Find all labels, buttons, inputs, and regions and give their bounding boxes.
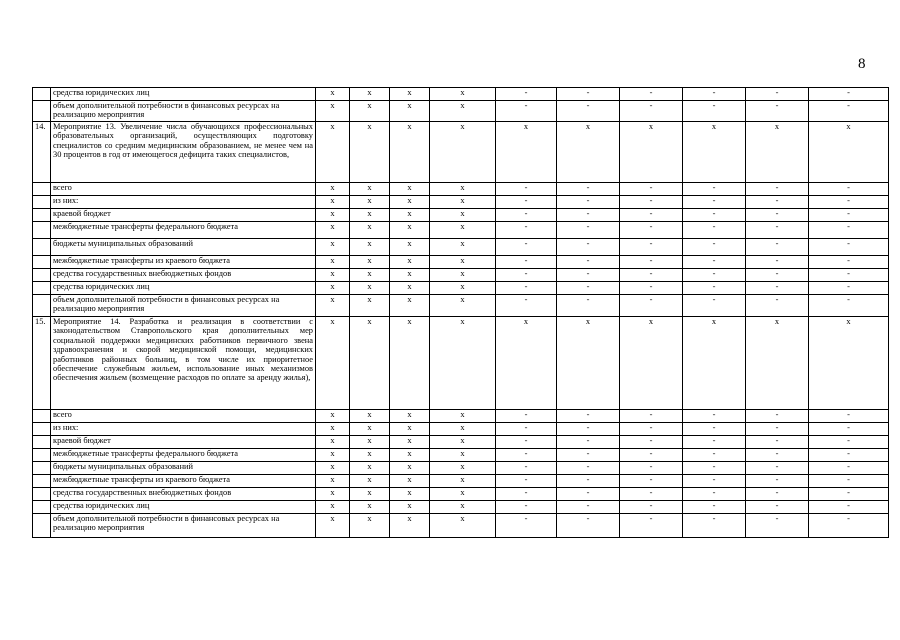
value-cell: х — [430, 449, 496, 462]
value-cell: х — [390, 295, 430, 317]
row-label: объем дополнительной потребности в финансовых ресурсах на реализацию мероприятия — [51, 101, 316, 122]
value-cell: х — [350, 88, 390, 101]
value-cell: - — [809, 436, 889, 449]
value-cell: х — [316, 222, 350, 239]
value-cell: - — [496, 101, 557, 122]
value-cell: - — [557, 183, 620, 196]
value-cell: х — [390, 488, 430, 501]
value-cell: х — [316, 239, 350, 256]
value-cell: - — [620, 256, 683, 269]
value-cell: - — [557, 239, 620, 256]
value-cell: х — [496, 317, 557, 410]
value-cell: х — [390, 239, 430, 256]
row-label: Мероприятие 14. Разработка и реализация в соответствии с законодательством Ставропольского края дополнительных мер социальной поддержки медицинских работников первичного звена здравоохранения и скорой медицинской помощи, медицинских работников районных больниц, в том числе их приоритетное обеспечение служебным жильем, использование иных механизмов обеспечения жильем (возмещение расходов по оплате за аренду жилья), — [51, 317, 316, 410]
value-cell: - — [620, 222, 683, 239]
value-cell: - — [557, 88, 620, 101]
value-cell: - — [809, 410, 889, 423]
value-cell: х — [683, 122, 746, 183]
value-cell: - — [746, 256, 809, 269]
value-cell: х — [430, 183, 496, 196]
value-cell: - — [746, 209, 809, 222]
value-cell: - — [746, 501, 809, 514]
value-cell: х — [430, 514, 496, 538]
value-cell: х — [316, 423, 350, 436]
value-cell: - — [683, 488, 746, 501]
value-cell: х — [390, 209, 430, 222]
value-cell: - — [620, 514, 683, 538]
value-cell: х — [316, 101, 350, 122]
value-cell: - — [746, 436, 809, 449]
value-cell: х — [350, 239, 390, 256]
value-cell: - — [746, 222, 809, 239]
value-cell: х — [496, 122, 557, 183]
row-number — [33, 488, 51, 501]
value-cell: х — [350, 462, 390, 475]
table-row — [33, 449, 889, 462]
row-number — [33, 282, 51, 295]
value-cell: - — [557, 462, 620, 475]
table-body — [33, 88, 889, 538]
value-cell: - — [746, 423, 809, 436]
value-cell: - — [496, 209, 557, 222]
value-cell: - — [496, 183, 557, 196]
value-cell: - — [557, 269, 620, 282]
value-cell: х — [746, 317, 809, 410]
value-cell: х — [350, 256, 390, 269]
value-cell: - — [809, 295, 889, 317]
value-cell: х — [350, 222, 390, 239]
value-cell: - — [557, 449, 620, 462]
value-cell: х — [350, 317, 390, 410]
value-cell: х — [430, 501, 496, 514]
value-cell: х — [430, 423, 496, 436]
value-cell: х — [430, 196, 496, 209]
value-cell: х — [557, 122, 620, 183]
value-cell: - — [746, 183, 809, 196]
value-cell: х — [350, 101, 390, 122]
value-cell: - — [620, 269, 683, 282]
row-label: объем дополнительной потребности в финансовых ресурсах на реализацию мероприятия — [51, 295, 316, 317]
value-cell: - — [683, 501, 746, 514]
value-cell: - — [496, 196, 557, 209]
value-cell: х — [430, 88, 496, 101]
value-cell: - — [809, 462, 889, 475]
row-label: средства государственных внебюджетных фондов — [51, 488, 316, 501]
value-cell: - — [496, 222, 557, 239]
row-label: краевой бюджет — [51, 436, 316, 449]
value-cell: х — [316, 269, 350, 282]
value-cell: х — [430, 317, 496, 410]
value-cell: х — [390, 436, 430, 449]
row-number — [33, 423, 51, 436]
value-cell: х — [316, 196, 350, 209]
measure-row — [33, 317, 889, 410]
value-cell: - — [809, 101, 889, 122]
value-cell: х — [350, 475, 390, 488]
value-cell: - — [809, 488, 889, 501]
value-cell: х — [316, 501, 350, 514]
value-cell: х — [350, 423, 390, 436]
value-cell: х — [316, 449, 350, 462]
value-cell: - — [620, 209, 683, 222]
value-cell: - — [557, 501, 620, 514]
value-cell: - — [683, 269, 746, 282]
budget-table — [32, 87, 889, 538]
value-cell: - — [683, 475, 746, 488]
value-cell: - — [620, 101, 683, 122]
table-row — [33, 101, 889, 122]
row-number — [33, 462, 51, 475]
value-cell: - — [496, 462, 557, 475]
table-row — [33, 501, 889, 514]
value-cell: - — [809, 196, 889, 209]
table-row — [33, 423, 889, 436]
value-cell: х — [350, 436, 390, 449]
value-cell: х — [430, 222, 496, 239]
table-row — [33, 436, 889, 449]
value-cell: х — [390, 101, 430, 122]
value-cell: х — [390, 462, 430, 475]
value-cell: - — [496, 475, 557, 488]
table-row — [33, 410, 889, 423]
table-row — [33, 209, 889, 222]
row-label: бюджеты муниципальных образований — [51, 462, 316, 475]
table-row — [33, 196, 889, 209]
row-label: всего — [51, 410, 316, 423]
value-cell: х — [350, 488, 390, 501]
value-cell: х — [390, 514, 430, 538]
row-label: бюджеты муниципальных образований — [51, 239, 316, 256]
row-label: средства государственных внебюджетных фондов — [51, 269, 316, 282]
row-number — [33, 88, 51, 101]
table-row — [33, 475, 889, 488]
value-cell: - — [809, 239, 889, 256]
value-cell: - — [683, 88, 746, 101]
table-row — [33, 282, 889, 295]
value-cell: х — [316, 436, 350, 449]
value-cell: - — [496, 423, 557, 436]
value-cell: х — [316, 410, 350, 423]
row-number — [33, 196, 51, 209]
value-cell: - — [746, 196, 809, 209]
measure-row — [33, 122, 889, 183]
value-cell: - — [809, 501, 889, 514]
value-cell: - — [683, 282, 746, 295]
value-cell: - — [809, 449, 889, 462]
value-cell: - — [557, 436, 620, 449]
value-cell: х — [430, 209, 496, 222]
table-row — [33, 256, 889, 269]
value-cell: х — [316, 475, 350, 488]
value-cell: х — [620, 122, 683, 183]
value-cell: х — [316, 317, 350, 410]
value-cell: х — [350, 209, 390, 222]
row-label: краевой бюджет — [51, 209, 316, 222]
table-row — [33, 88, 889, 101]
value-cell: - — [809, 256, 889, 269]
value-cell: х — [430, 475, 496, 488]
row-number — [33, 222, 51, 239]
value-cell: - — [620, 475, 683, 488]
value-cell: х — [430, 101, 496, 122]
value-cell: - — [496, 239, 557, 256]
value-cell: - — [557, 222, 620, 239]
value-cell: - — [620, 196, 683, 209]
value-cell: - — [683, 514, 746, 538]
value-cell: х — [390, 449, 430, 462]
value-cell: - — [620, 88, 683, 101]
value-cell: - — [683, 462, 746, 475]
table-row — [33, 462, 889, 475]
table-row — [33, 488, 889, 501]
value-cell: х — [390, 269, 430, 282]
table-row — [33, 269, 889, 282]
value-cell: - — [620, 449, 683, 462]
value-cell: х — [390, 196, 430, 209]
value-cell: - — [496, 269, 557, 282]
value-cell: х — [430, 239, 496, 256]
value-cell: х — [620, 317, 683, 410]
row-number — [33, 209, 51, 222]
page-number: 8 — [858, 56, 866, 72]
value-cell: - — [746, 488, 809, 501]
row-label: из них: — [51, 423, 316, 436]
value-cell: х — [350, 501, 390, 514]
row-label: средства юридических лиц — [51, 88, 316, 101]
value-cell: х — [746, 122, 809, 183]
value-cell: х — [390, 122, 430, 183]
value-cell: - — [809, 88, 889, 101]
value-cell: - — [557, 282, 620, 295]
value-cell: х — [430, 295, 496, 317]
value-cell: х — [316, 514, 350, 538]
value-cell: х — [350, 449, 390, 462]
value-cell: - — [557, 209, 620, 222]
value-cell: - — [809, 269, 889, 282]
value-cell: - — [683, 239, 746, 256]
value-cell: - — [620, 501, 683, 514]
value-cell: - — [620, 295, 683, 317]
row-label: межбюджетные трансферты из краевого бюджета — [51, 475, 316, 488]
value-cell: - — [496, 410, 557, 423]
value-cell: - — [809, 423, 889, 436]
value-cell: х — [430, 462, 496, 475]
value-cell: х — [390, 222, 430, 239]
value-cell: - — [746, 462, 809, 475]
value-cell: х — [430, 488, 496, 501]
value-cell: х — [430, 256, 496, 269]
value-cell: - — [746, 239, 809, 256]
value-cell: х — [430, 269, 496, 282]
value-cell: - — [620, 488, 683, 501]
value-cell: - — [620, 239, 683, 256]
value-cell: х — [390, 88, 430, 101]
row-label: Мероприятие 13. Увеличение числа обучающихся профессиональных образовательных организаций, осуществляющих подготовку специалистов со средним медицинским образованием, не менее чем на 30 процентов в год от имеющегося дефицита таких специалистов, — [51, 122, 316, 183]
value-cell: х — [430, 122, 496, 183]
value-cell: х — [430, 282, 496, 295]
value-cell: - — [683, 410, 746, 423]
value-cell: х — [557, 317, 620, 410]
value-cell: х — [316, 282, 350, 295]
value-cell: - — [809, 209, 889, 222]
value-cell: - — [620, 410, 683, 423]
value-cell: х — [316, 88, 350, 101]
row-label: межбюджетные трансферты из краевого бюджета — [51, 256, 316, 269]
value-cell: х — [350, 295, 390, 317]
row-number: 14. — [33, 122, 51, 183]
value-cell: - — [557, 256, 620, 269]
value-cell: - — [496, 256, 557, 269]
value-cell: х — [390, 501, 430, 514]
value-cell: х — [430, 410, 496, 423]
row-label: из них: — [51, 196, 316, 209]
value-cell: - — [746, 101, 809, 122]
value-cell: х — [350, 269, 390, 282]
value-cell: х — [350, 183, 390, 196]
value-cell: - — [683, 423, 746, 436]
value-cell: - — [746, 269, 809, 282]
value-cell: х — [390, 475, 430, 488]
value-cell: - — [496, 449, 557, 462]
value-cell: - — [496, 488, 557, 501]
value-cell: х — [390, 256, 430, 269]
table-row — [33, 183, 889, 196]
value-cell: - — [496, 514, 557, 538]
value-cell: - — [746, 449, 809, 462]
value-cell: - — [620, 183, 683, 196]
value-cell: - — [557, 410, 620, 423]
row-number — [33, 239, 51, 256]
value-cell: х — [316, 462, 350, 475]
value-cell: - — [683, 295, 746, 317]
row-number: 15. — [33, 317, 51, 410]
value-cell: х — [390, 410, 430, 423]
value-cell: - — [496, 282, 557, 295]
value-cell: - — [683, 222, 746, 239]
row-label: межбюджетные трансферты федерального бюджета — [51, 449, 316, 462]
value-cell: - — [746, 88, 809, 101]
value-cell: - — [809, 183, 889, 196]
value-cell: - — [746, 410, 809, 423]
value-cell: - — [809, 475, 889, 488]
value-cell: х — [350, 282, 390, 295]
value-cell: х — [809, 122, 889, 183]
value-cell: х — [350, 196, 390, 209]
value-cell: х — [316, 256, 350, 269]
value-cell: - — [557, 475, 620, 488]
value-cell: х — [809, 317, 889, 410]
value-cell: х — [316, 183, 350, 196]
value-cell: х — [350, 514, 390, 538]
row-number — [33, 256, 51, 269]
value-cell: х — [350, 122, 390, 183]
row-number — [33, 501, 51, 514]
row-number — [33, 514, 51, 538]
value-cell: х — [390, 183, 430, 196]
table-row — [33, 222, 889, 239]
value-cell: - — [683, 209, 746, 222]
value-cell: х — [390, 317, 430, 410]
row-label: средства юридических лиц — [51, 282, 316, 295]
value-cell: - — [746, 282, 809, 295]
value-cell: - — [557, 514, 620, 538]
value-cell: - — [683, 256, 746, 269]
value-cell: - — [683, 449, 746, 462]
value-cell: - — [620, 436, 683, 449]
row-number — [33, 475, 51, 488]
row-number — [33, 183, 51, 196]
value-cell: - — [809, 222, 889, 239]
value-cell: - — [683, 436, 746, 449]
value-cell: х — [316, 295, 350, 317]
value-cell: - — [496, 436, 557, 449]
value-cell: - — [746, 475, 809, 488]
value-cell: - — [683, 183, 746, 196]
row-number — [33, 295, 51, 317]
value-cell: - — [557, 423, 620, 436]
value-cell: х — [350, 410, 390, 423]
row-number — [33, 269, 51, 282]
value-cell: - — [620, 462, 683, 475]
value-cell: - — [683, 101, 746, 122]
value-cell: х — [316, 209, 350, 222]
row-label: средства юридических лиц — [51, 501, 316, 514]
row-number — [33, 449, 51, 462]
value-cell: - — [557, 488, 620, 501]
row-label: объем дополнительной потребности в финансовых ресурсах на реализацию мероприятия — [51, 514, 316, 538]
value-cell: - — [496, 88, 557, 101]
row-number — [33, 410, 51, 423]
value-cell: х — [683, 317, 746, 410]
row-number — [33, 436, 51, 449]
value-cell: х — [316, 488, 350, 501]
value-cell: х — [316, 122, 350, 183]
table-row — [33, 295, 889, 317]
value-cell: - — [809, 514, 889, 538]
value-cell: х — [390, 282, 430, 295]
value-cell: - — [557, 196, 620, 209]
value-cell: - — [496, 295, 557, 317]
table-row — [33, 514, 889, 538]
value-cell: - — [557, 295, 620, 317]
value-cell: - — [746, 295, 809, 317]
value-cell: - — [746, 514, 809, 538]
value-cell: - — [809, 282, 889, 295]
value-cell: х — [430, 436, 496, 449]
value-cell: - — [620, 282, 683, 295]
value-cell: - — [683, 196, 746, 209]
table-row — [33, 239, 889, 256]
value-cell: - — [496, 501, 557, 514]
row-number — [33, 101, 51, 122]
value-cell: - — [620, 423, 683, 436]
row-label: всего — [51, 183, 316, 196]
value-cell: - — [557, 101, 620, 122]
row-label: межбюджетные трансферты федерального бюджета — [51, 222, 316, 239]
value-cell: х — [390, 423, 430, 436]
